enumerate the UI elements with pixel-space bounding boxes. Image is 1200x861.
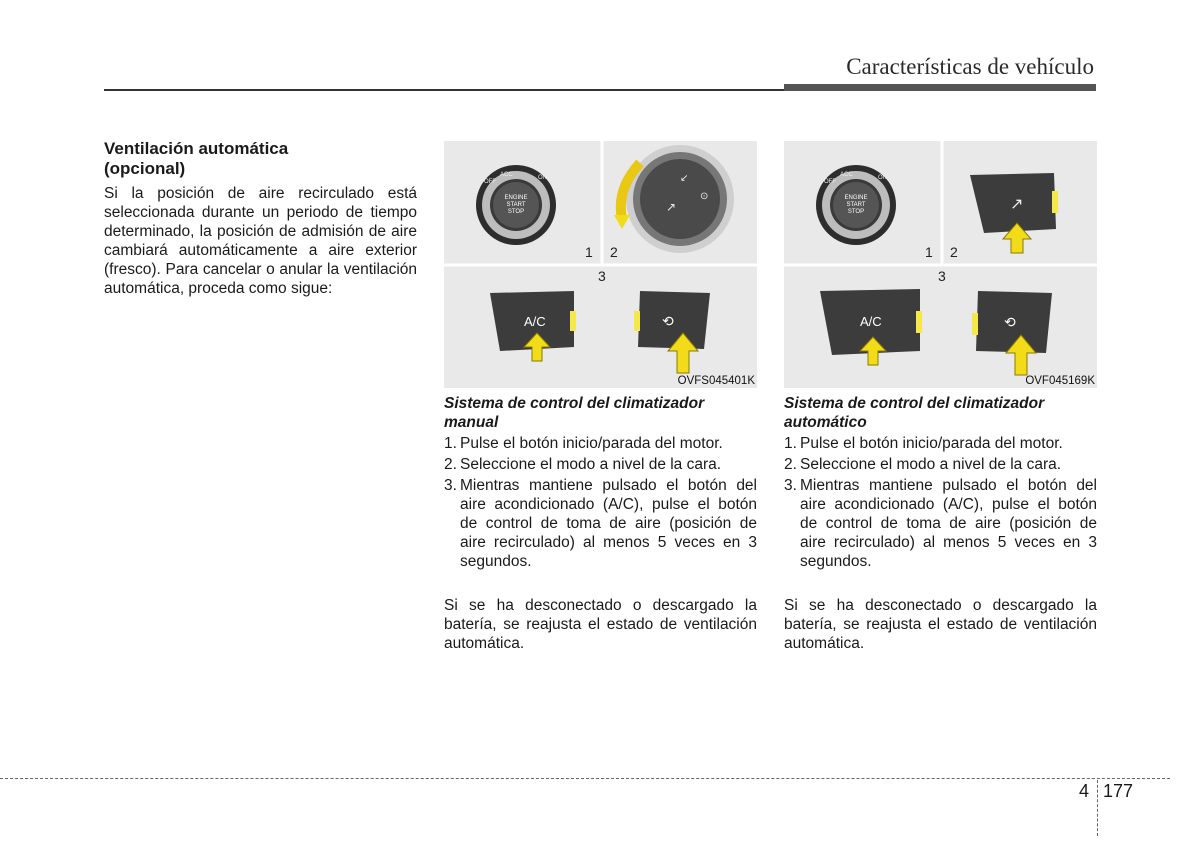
chapter-number: 4	[1079, 781, 1090, 801]
on-label: ON	[538, 175, 547, 181]
step-text: Seleccione el modo a nivel de la cara.	[460, 456, 722, 473]
section-heading-line1: Ventilación automática	[104, 139, 289, 158]
figure-automatic-illustration	[784, 141, 1097, 388]
step-text: Pulse el botón inicio/parada del motor.	[800, 435, 1063, 452]
step-item	[444, 476, 757, 571]
svg-text:↗: ↗	[1010, 194, 1024, 213]
label-1: 1	[925, 244, 933, 260]
off-label: OFF	[484, 179, 496, 185]
engine-start-button-illustration	[816, 165, 896, 245]
engine-start-button-illustration	[476, 165, 556, 245]
label-2: 2	[950, 244, 958, 260]
acc-label: ACC	[840, 172, 853, 178]
svg-text:↙: ↙	[680, 173, 689, 184]
section-heading-line2: (opcional)	[104, 159, 186, 178]
step-item	[784, 476, 1097, 571]
svg-text:↗: ↗	[666, 200, 677, 214]
engine-label: ENGINE	[844, 195, 868, 201]
step-item	[444, 455, 757, 474]
steps-list-automatic	[784, 434, 1097, 573]
step-item	[784, 434, 1097, 453]
section-heading	[104, 139, 404, 179]
battery-note-manual: Si se ha desconectado o descargado la batería, se reajusta el estado de ventilación automática.	[444, 597, 757, 652]
step-number: 1.	[784, 435, 797, 452]
svg-text:⟲: ⟲	[662, 314, 674, 330]
step-text: Seleccione el modo a nivel de la cara.	[800, 456, 1062, 473]
step-number: 1.	[444, 435, 457, 452]
header-rule-accent	[784, 84, 1096, 91]
figure-code: OVFS045401K	[677, 375, 755, 387]
engine-label: ENGINE	[504, 195, 528, 201]
steps-list-manual	[444, 434, 757, 573]
page-number: 177	[1103, 781, 1134, 801]
label-3: 3	[598, 268, 606, 284]
acc-label: ACC	[500, 172, 513, 178]
label-2: 2	[610, 244, 618, 260]
footer-rule	[0, 778, 1170, 779]
section-body: Si la posición de aire recirculado está seleccionada durante un periodo de tiempo determinado, la posición de admisión de aire cambiará automáticamente a aire exterior (fresco). Para cancelar o anular la ventilación automática, proceda como sigue:	[104, 185, 417, 297]
svg-text:⊙: ⊙	[700, 191, 709, 202]
start-label: START	[846, 202, 866, 208]
figure-manual-climate	[444, 141, 757, 388]
step-item	[444, 434, 757, 453]
start-label: START	[506, 202, 526, 208]
figure-code: OVF045169K	[1025, 375, 1095, 387]
ac-label: A/C	[860, 314, 882, 329]
step-text: Mientras mantiene pulsado el botón del aire acondicionado (A/C), pulse el botón de control de toma de aire (posición de aire recirculado) al menos 5 veces en 3 segundos.	[460, 477, 757, 570]
step-number: 2.	[444, 456, 457, 473]
header-rule	[104, 89, 784, 91]
footer-divider	[1097, 780, 1098, 836]
label-3: 3	[938, 268, 946, 284]
off-label: OFF	[824, 179, 836, 185]
step-number: 3.	[784, 477, 797, 494]
figure-caption-manual: Sistema de control del climatizador manual	[444, 395, 705, 431]
on-label: ON	[878, 175, 887, 181]
battery-note-automatic: Si se ha desconectado o descargado la batería, se reajusta el estado de ventilación automática.	[784, 597, 1097, 652]
step-item	[784, 455, 1097, 474]
stop-label: STOP	[847, 209, 865, 215]
step-number: 3.	[444, 477, 457, 494]
page-header-title: Características de vehículo	[846, 54, 1094, 79]
figure-automatic-climate	[784, 141, 1097, 388]
stop-label: STOP	[507, 209, 525, 215]
figure-manual-illustration	[444, 141, 757, 388]
label-1: 1	[585, 244, 593, 260]
step-number: 2.	[784, 456, 797, 473]
figure-caption-automatic: Sistema de control del climatizador automático	[784, 395, 1045, 431]
step-text: Pulse el botón inicio/parada del motor.	[460, 435, 723, 452]
ac-label: A/C	[524, 314, 546, 329]
step-text: Mientras mantiene pulsado el botón del aire acondicionado (A/C), pulse el botón de control de toma de aire (posición de aire recirculado) al menos 5 veces en 3 segundos.	[800, 477, 1097, 570]
svg-text:⟲: ⟲	[1004, 315, 1016, 331]
